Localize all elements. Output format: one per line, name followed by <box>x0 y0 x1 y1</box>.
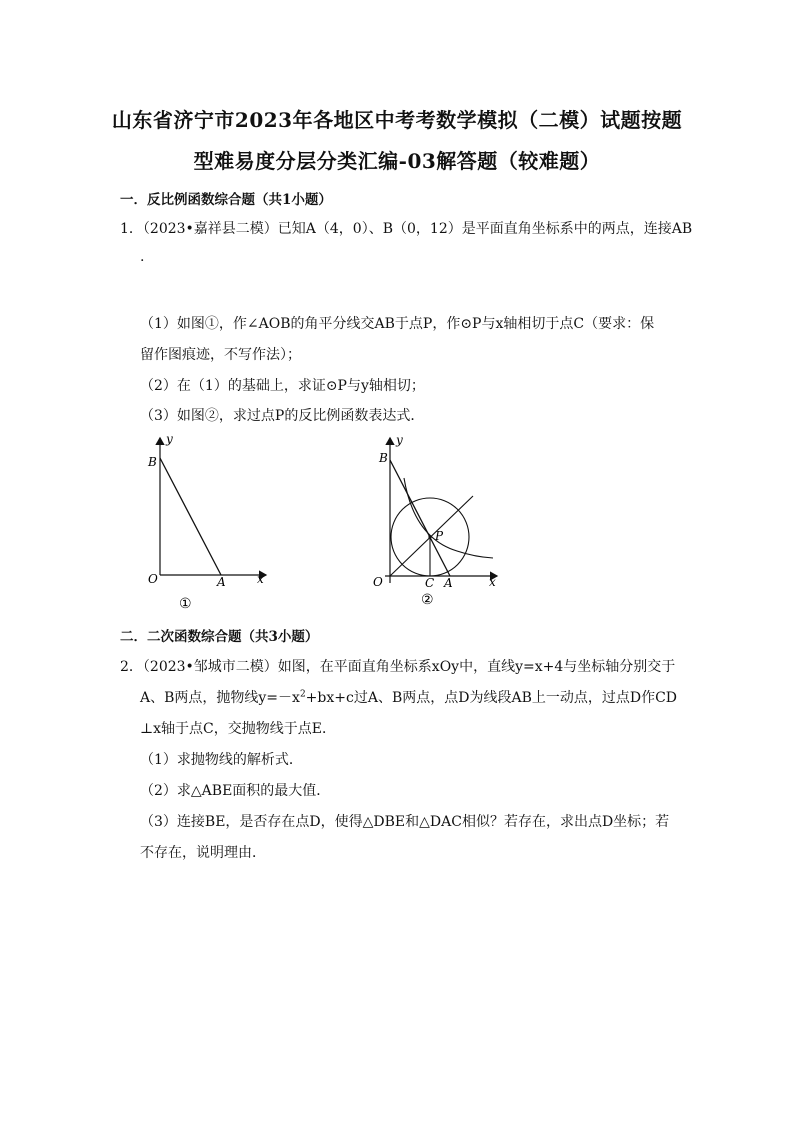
fig2-label-o: O <box>373 575 383 589</box>
figure-2 <box>365 430 515 615</box>
fig2-hyperbola <box>404 478 493 558</box>
fig2-label-b: B <box>379 451 388 465</box>
fig2-point-p <box>428 535 431 538</box>
fig2-label-a: A <box>444 576 453 590</box>
q1-text-line1: 1．（2023•嘉祥县二模）已知A（4，0）、B（0，12）是平面直角坐标系中的两点，连接AB <box>120 221 693 237</box>
q2-part1: （1）求抛物线的解析式． <box>140 752 303 768</box>
doc-title-line2: 型难易度分层分类汇编-03解答题（较难题） <box>193 149 601 173</box>
figure-1 <box>130 430 280 615</box>
section1-heading: 一．反比例函数综合题（共1小题） <box>120 192 332 208</box>
doc-title-line1: 山东省济宁市2023年各地区中考考数学模拟（二模）试题按题 <box>111 108 683 132</box>
fig2-segment-ab <box>390 460 450 576</box>
q2-text-line3: ⊥x轴于点C，交抛物线于点E． <box>140 721 336 737</box>
fig1-label-o: O <box>148 572 158 586</box>
section2-heading: 二．二次函数综合题（共3小题） <box>120 629 319 645</box>
q2-text-line2-a: A、B两点，抛物线y=－x <box>140 690 300 706</box>
q2-text-line2-b: +bx+c过A、B两点，点D为线段AB上一动点，过点D作CD <box>305 690 678 706</box>
q1-text-line1-tail: . <box>140 249 145 265</box>
fig1-label-x: x <box>257 572 264 586</box>
q1-part1-line-a: （1）如图①，作∠AOB的角平分线交AB于点P，作⊙P与x轴相切于点C（要求：保 <box>140 316 655 332</box>
fig1-label-a: A <box>217 575 226 589</box>
fig1-caption: ① <box>179 596 192 612</box>
q2-text-line2 <box>140 687 677 707</box>
fig2-caption: ② <box>421 592 434 608</box>
fig1-label-b: B <box>148 455 157 469</box>
fig2-label-c: C <box>425 576 435 590</box>
q1-part3: （3）如图②，求过点P的反比例函数表达式． <box>140 408 425 424</box>
fig2-label-p: P <box>435 529 444 543</box>
fig2-label-x: x <box>489 575 496 589</box>
q2-part3-line-a: （3）连接BE，是否存在点D，使得△DBE和△DAC相似？若存在，求出点D坐标；若 <box>140 814 670 830</box>
fig1-segment-ab <box>160 458 221 575</box>
q1-part1-line-b: 留作图痕迹，不写作法）； <box>140 347 301 363</box>
q2-part2: （2）求△ABE面积的最大值． <box>140 783 331 799</box>
fig1-label-y: y <box>166 432 173 446</box>
q1-part2: （2）在（1）的基础上，求证⊙P与y轴相切； <box>140 378 425 394</box>
q2-exponent: 2 <box>299 689 306 700</box>
q2-part3-line-b: 不存在，说明理由． <box>140 845 266 861</box>
fig2-label-y: y <box>396 433 403 447</box>
q2-text-line1: 2．（2023•邹城市二模）如图，在平面直角坐标系xOy中，直线y=x+4与坐标轴分别交于 <box>120 659 676 675</box>
